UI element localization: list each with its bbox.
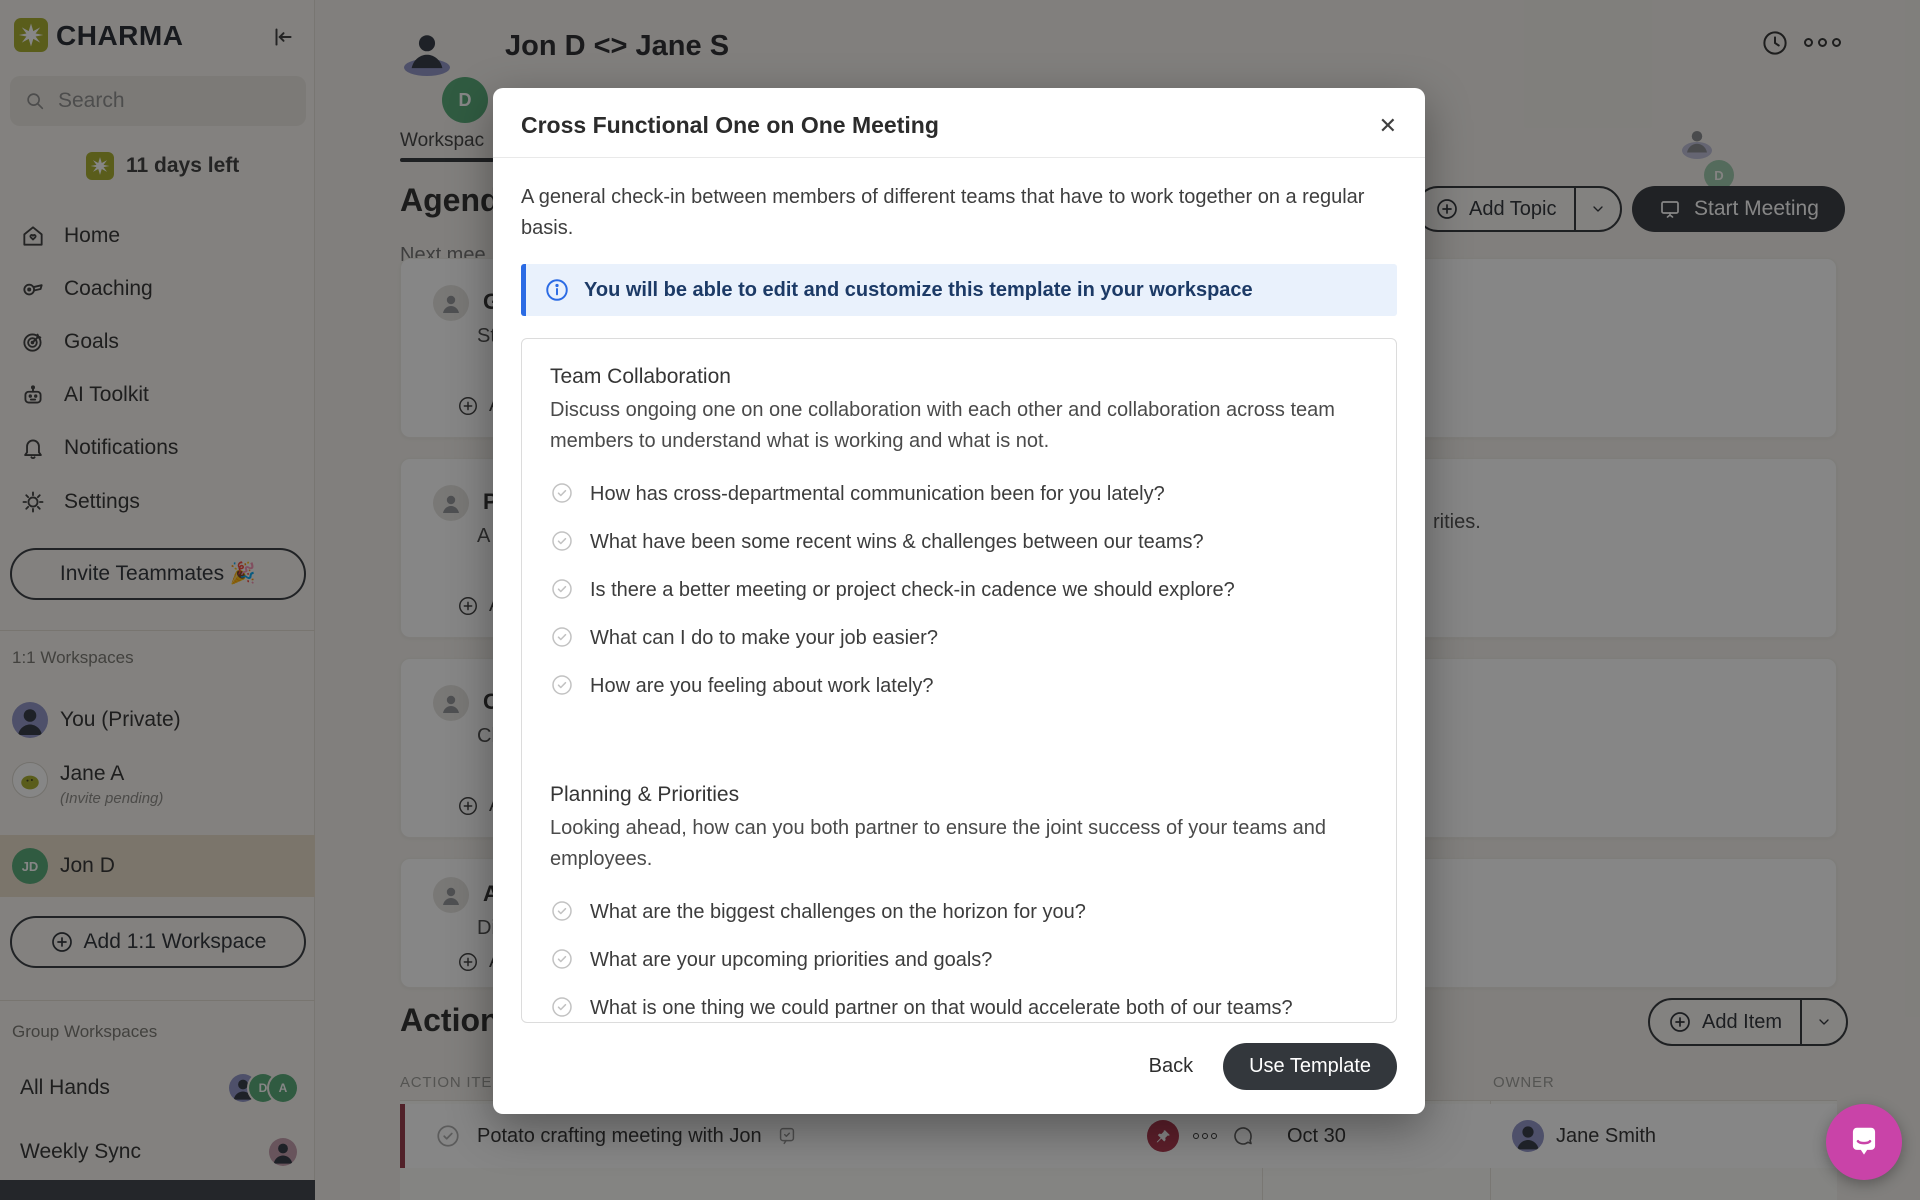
close-icon[interactable]: ✕ [1378,112,1397,138]
template-question: What is one thing we could partner on that would accelerate both of our teams? [550,995,1368,1021]
back-button[interactable]: Back [1148,1055,1194,1077]
info-icon [544,277,570,303]
check-circle-icon [550,947,574,971]
modal-header [493,88,1425,158]
modal-title: Cross Functional One on One Meeting [521,112,939,138]
template-question: What are the biggest challenges on the horizon for you? [550,899,1368,925]
check-circle-icon [550,899,574,923]
check-circle-icon [550,529,574,553]
template-question: How are you feeling about work lately? [550,673,1368,699]
info-banner [521,264,1397,316]
use-template-button[interactable]: Use Template [1223,1043,1397,1090]
template-question: What have been some recent wins & challenges between our teams? [550,529,1368,555]
template-content-box [521,338,1397,1023]
modal-footer [493,1023,1425,1114]
section-description: Looking ahead, how can you both partner to ensure the joint success of your teams and employees. [550,817,1327,870]
template-question: What can I do to make your job easier? [550,625,1368,651]
check-circle-icon [550,625,574,649]
template-question: How has cross-departmental communication been for you lately? [550,481,1368,507]
template-question: Is there a better meeting or project check-in cadence we should explore? [550,577,1368,603]
section-description: Discuss ongoing one on one collaboration with each other and collaboration across team members to understand what is working and what is not. [550,399,1335,452]
template-question: What are your upcoming priorities and goals? [550,947,1368,973]
section-title: Planning & Priorities [550,783,740,806]
section-title: Team Collaboration [550,365,731,388]
info-banner-text: You will be able to edit and customize this template in your workspace [584,278,1253,301]
template-preview-modal [493,88,1425,1114]
chat-launcher-button[interactable] [1826,1104,1902,1180]
check-circle-icon [550,673,574,697]
modal-body [493,158,1425,1023]
check-circle-icon [550,481,574,505]
chat-bubble-icon [1845,1123,1883,1161]
check-circle-icon [550,995,574,1019]
template-description: A general check-in between members of different teams that have to work together on a regular basis. [521,186,1365,239]
check-circle-icon [550,577,574,601]
